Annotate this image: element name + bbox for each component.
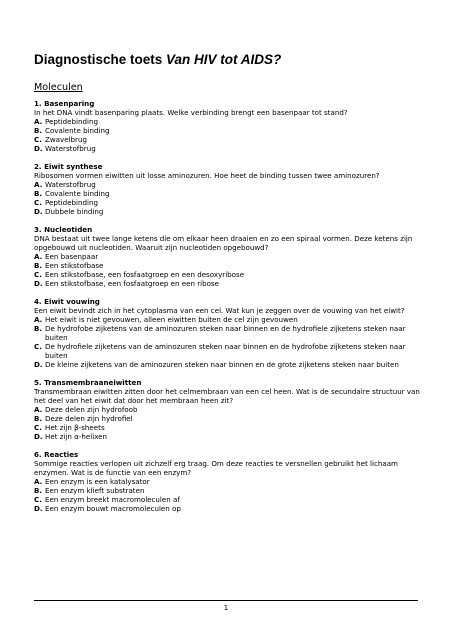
footer-divider xyxy=(34,600,418,601)
answer-option xyxy=(34,414,426,423)
option-text: Een enzym breekt macromoleculen af xyxy=(45,495,180,504)
question-block xyxy=(34,378,426,441)
question-title: 5. Transmembraaneiwitten xyxy=(34,378,142,387)
option-letter: D. xyxy=(34,279,43,288)
answer-option xyxy=(34,279,426,288)
option-letter: A. xyxy=(34,252,43,261)
answer-option xyxy=(34,135,426,144)
option-text: De hydrofiele zijketens van de aminozuren steken naar binnen en de hydrofobe zijketens steken naar buiten xyxy=(45,342,406,360)
option-letter: C. xyxy=(34,342,42,351)
question-text: Sommige reacties verlopen uit zichzelf erg traag. Om deze reacties te versnellen gebruikt het lichaam enzymen. Wat is de functie van een enzym? xyxy=(34,459,398,477)
option-text: Zwavelbrug xyxy=(45,135,87,144)
option-text: Een stikstofbase xyxy=(45,261,104,270)
answer-option xyxy=(34,342,426,360)
answer-option xyxy=(34,180,426,189)
answer-option xyxy=(34,432,426,441)
question-text: DNA bestaat uit twee lange ketens die om elkaar heen draaien en zo een spiraal vormen. Deze ketens zijn opgebouwd uit nucleotiden. Waaruit zijn nucleotiden opgebouwd? xyxy=(34,234,413,252)
answer-option xyxy=(34,486,426,495)
option-letter: A. xyxy=(34,315,43,324)
option-letter: C. xyxy=(34,135,42,144)
question-text: In het DNA vindt basenparing plaats. Welke verbinding brengt een basenpaar tot stand? xyxy=(34,108,348,117)
question-title: 1. Basenparing xyxy=(34,99,95,108)
answer-option xyxy=(34,117,426,126)
answer-option xyxy=(34,315,426,324)
option-text: Het eiwit is niet gevouwen, alleen eiwitten buiten de cel zijn gevouwen xyxy=(45,315,298,324)
title-italic: Van HIV tot AIDS? xyxy=(166,52,282,67)
option-letter: A. xyxy=(34,180,43,189)
option-text: Waterstofbrug xyxy=(45,144,96,153)
option-text: Covalente binding xyxy=(45,126,110,135)
question-block xyxy=(34,225,426,288)
option-text: Peptidebinding xyxy=(45,117,98,126)
question-block xyxy=(34,297,426,369)
question-block xyxy=(34,162,426,216)
answer-option xyxy=(34,270,426,279)
option-letter: C. xyxy=(34,198,42,207)
option-letter: A. xyxy=(34,117,43,126)
answer-option xyxy=(34,198,426,207)
option-text: Een enzym klieft substraten xyxy=(45,486,145,495)
option-text: Covalente binding xyxy=(45,189,110,198)
answer-option xyxy=(34,423,426,432)
option-letter: D. xyxy=(34,360,43,369)
option-letter: D. xyxy=(34,144,43,153)
option-text: Een basenpaar xyxy=(45,252,99,261)
option-text: Het zijn α-helixen xyxy=(45,432,108,441)
answer-option xyxy=(34,504,426,513)
answer-option xyxy=(34,360,426,369)
question-title: 6. Reacties xyxy=(34,450,79,459)
question-text: Een eiwit bevindt zich in het cytoplasma van een cel. Wat kun je zeggen over de vouwing van het eiwit? xyxy=(34,306,405,315)
questions-list xyxy=(34,99,426,522)
answer-option xyxy=(34,324,426,342)
option-letter: B. xyxy=(34,126,43,135)
option-text: Deze delen zijn hydrofiel xyxy=(45,414,133,423)
option-letter: B. xyxy=(34,414,43,423)
option-text: Dubbele binding xyxy=(45,207,104,216)
answer-option xyxy=(34,477,426,486)
option-text: Een enzym is een katalysator xyxy=(45,477,150,486)
option-letter: D. xyxy=(34,432,43,441)
option-text: Waterstofbrug xyxy=(45,180,96,189)
question-title: 3. Nucleotiden xyxy=(34,225,93,234)
option-letter: B. xyxy=(34,324,43,333)
option-letter: D. xyxy=(34,207,43,216)
answer-option xyxy=(34,189,426,198)
option-text: De hydrofobe zijketens van de aminozuren steken naar binnen en de hydrofiele zijketens steken naar buiten xyxy=(45,324,406,342)
answer-option xyxy=(34,261,426,270)
answer-option xyxy=(34,405,426,414)
page-number: 1 xyxy=(223,604,229,612)
option-letter: A. xyxy=(34,405,43,414)
option-text: De kleine zijketens van de aminozuren steken naar binnen en de grote zijketens steken naar buiten xyxy=(45,360,399,369)
answer-option xyxy=(34,126,426,135)
option-text: Een stikstofbase, een fosfaatgroep en een desoxyribose xyxy=(45,270,245,279)
document-title xyxy=(34,52,424,67)
question-title: 4. Eiwit vouwing xyxy=(34,297,100,306)
option-letter: C. xyxy=(34,423,42,432)
option-letter: B. xyxy=(34,189,43,198)
question-block xyxy=(34,450,426,513)
option-letter: C. xyxy=(34,495,42,504)
option-text: Een stikstofbase, een fosfaatgroep en een ribose xyxy=(45,279,219,288)
option-letter: C. xyxy=(34,270,42,279)
option-text: Het zijn β-sheets xyxy=(45,423,105,432)
option-text: Deze delen zijn hydrofoob xyxy=(45,405,138,414)
question-block xyxy=(34,99,426,153)
option-text: Een enzym bouwt macromoleculen op xyxy=(45,504,181,513)
answer-option xyxy=(34,495,426,504)
option-letter: B. xyxy=(34,486,43,495)
answer-option xyxy=(34,207,426,216)
section-heading: Moleculen xyxy=(34,82,83,93)
option-letter: B. xyxy=(34,261,43,270)
question-title: 2. Eiwit synthese xyxy=(34,162,103,171)
question-text: Transmembraan eiwitten zitten door het celmembraan van een cel heen. Wat is de secundaire structuur van het deel van het eiwit dat door het membraan heen zit? xyxy=(34,387,420,405)
title-main: Diagnostische toets xyxy=(34,52,167,67)
option-letter: A. xyxy=(34,477,43,486)
answer-option xyxy=(34,252,426,261)
option-text: Peptidebinding xyxy=(45,198,98,207)
option-letter: D. xyxy=(34,504,43,513)
answer-option xyxy=(34,144,426,153)
question-text: Ribosomen vormen eiwitten uit losse aminozuren. Hoe heet de binding tussen twee aminozuren? xyxy=(34,171,380,180)
